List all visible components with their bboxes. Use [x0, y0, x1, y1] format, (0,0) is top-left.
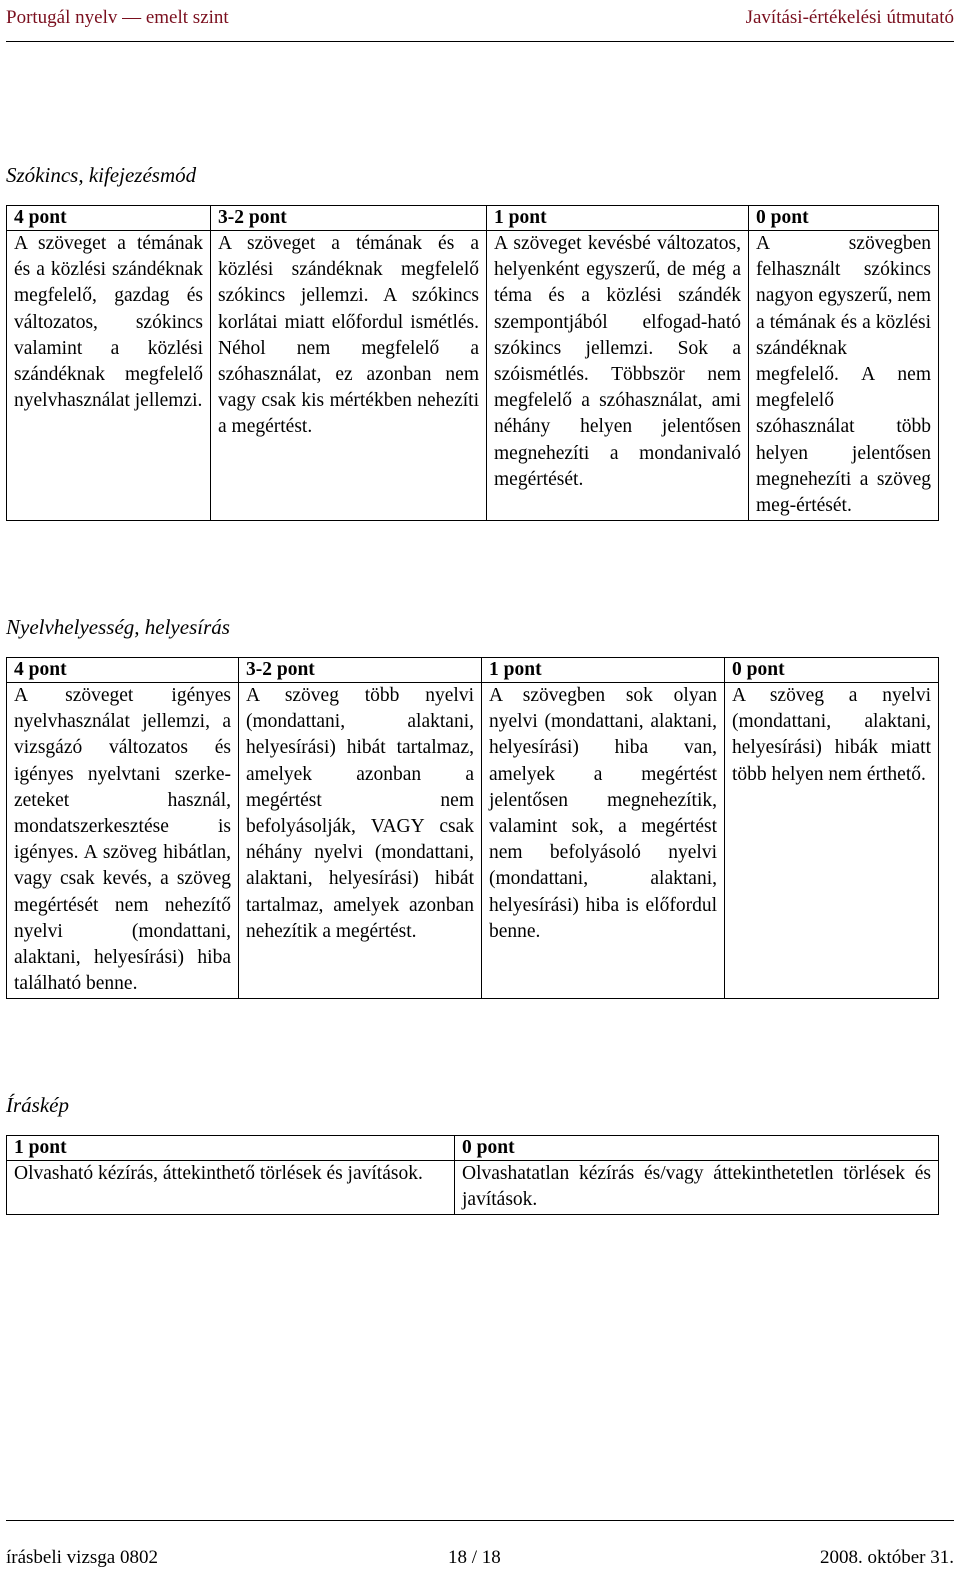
rubric-table-handwriting	[6, 1135, 939, 1215]
criteria-cell: Olvasható kézírás, áttekinthető törlések és javítások.	[7, 1161, 455, 1215]
header-doc-title: Javítási-értékelési útmutató	[745, 7, 954, 28]
column-header: 1 pont	[487, 206, 749, 231]
table-row	[7, 231, 939, 521]
table-header-row	[7, 206, 939, 231]
column-header: 1 pont	[482, 658, 725, 683]
table-header-row	[7, 1136, 939, 1161]
criteria-cell: Olvashatatlan kézírás és/vagy áttekinthetetlen törlések és javítások.	[455, 1161, 939, 1215]
header-subject: Portugál nyelv — emelt szint	[6, 7, 229, 28]
column-header: 0 pont	[455, 1136, 939, 1161]
footer-exam-code: írásbeli vizsga 0802	[6, 1547, 158, 1568]
criteria-cell: A szöveget igényes nyelvhasználat jellemzi, a vizsgázó változatos és igényes nyelvtani szerke-zeteket használ, mondatszerkesztése is igényes. A szöveg hibátlan, vagy csak kevés, a szöveg megértését nem nehezítő nyelvi (mondattani, alaktani, helyesírási) hiba található benne.	[7, 683, 239, 999]
column-header: 3-2 pont	[211, 206, 487, 231]
footer-date: 2008. október 31.	[819, 1547, 954, 1568]
section-title-handwriting: Íráskép	[6, 1093, 69, 1117]
column-header: 1 pont	[7, 1136, 455, 1161]
rubric-table-grammar	[6, 657, 939, 999]
table-header-row	[7, 658, 939, 683]
criteria-cell: A szöveg a nyelvi (mondattani, alaktani, helyesírási) hibák miatt több helyen nem érthető.	[725, 683, 939, 999]
column-header: 3-2 pont	[239, 658, 482, 683]
page-header	[6, 0, 954, 42]
criteria-cell: A szöveget a témának és a közlési szándéknak megfelelő, gazdag és változatos, szókincs valamint a közlési szándéknak megfelelő nyelvhasználat jellemzi.	[7, 231, 211, 521]
criteria-cell: A szöveget a témának és a közlési szándéknak megfelelő szókincs jellemzi. A szókincs korlátai miatt előfordul ismétlés. Néhol nem megfelelő a szóhasználat, ez azonban nem vagy csak kis mértékben nehezíti a megértést.	[211, 231, 487, 521]
criteria-cell: A szövegben sok olyan nyelvi (mondattani, alaktani, helyesírási) hiba van, amelyek a megértést jelentősen megnehezítik, valamint sok, a megértést nem befolyásoló nyelvi (mondattani, alaktani, helyesírási) hiba is előfordul benne.	[482, 683, 725, 999]
page-footer	[6, 1520, 954, 1590]
section-title-vocabulary: Szókincs, kifejezésmód	[6, 163, 197, 187]
criteria-cell: A szöveget kevésbé változatos, helyenként egyszerű, de még a téma és a közlési szándék szempontjából elfogad-ható szókincs jellemzi. Sok a szóismétlés. Többször nem megfelelő a szóhasználat, ami néhány helyen jelentősen megnehezíti a mondanivaló megértését.	[487, 231, 749, 521]
section-title-grammar: Nyelvhelyesség, helyesírás	[6, 615, 230, 639]
column-header: 4 pont	[7, 658, 239, 683]
rubric-table-vocabulary	[6, 205, 939, 521]
criteria-cell: A szövegben felhasznált szókincs nagyon egyszerű, nem a témának és a közlési szándéknak megfelelő. A nem megfelelő szóhasználat több helyen jelentősen megnehezíti a szöveg meg-értését.	[749, 231, 939, 521]
table-row	[7, 1161, 939, 1215]
column-header: 4 pont	[7, 206, 211, 231]
criteria-cell: A szöveg több nyelvi (mondattani, alaktani, helyesírási) hibát tartalmaz, amelyek azonban a megértést nem befolyásolják, VAGY csak néhány nyelvi (mondattani, alaktani, helyesírási) hibát tartalmaz, amelyek azonban nehezítik a megértést.	[239, 683, 482, 999]
column-header: 0 pont	[725, 658, 939, 683]
table-row	[7, 683, 939, 999]
footer-page-number: 18 / 18	[448, 1547, 501, 1568]
column-header: 0 pont	[749, 206, 939, 231]
